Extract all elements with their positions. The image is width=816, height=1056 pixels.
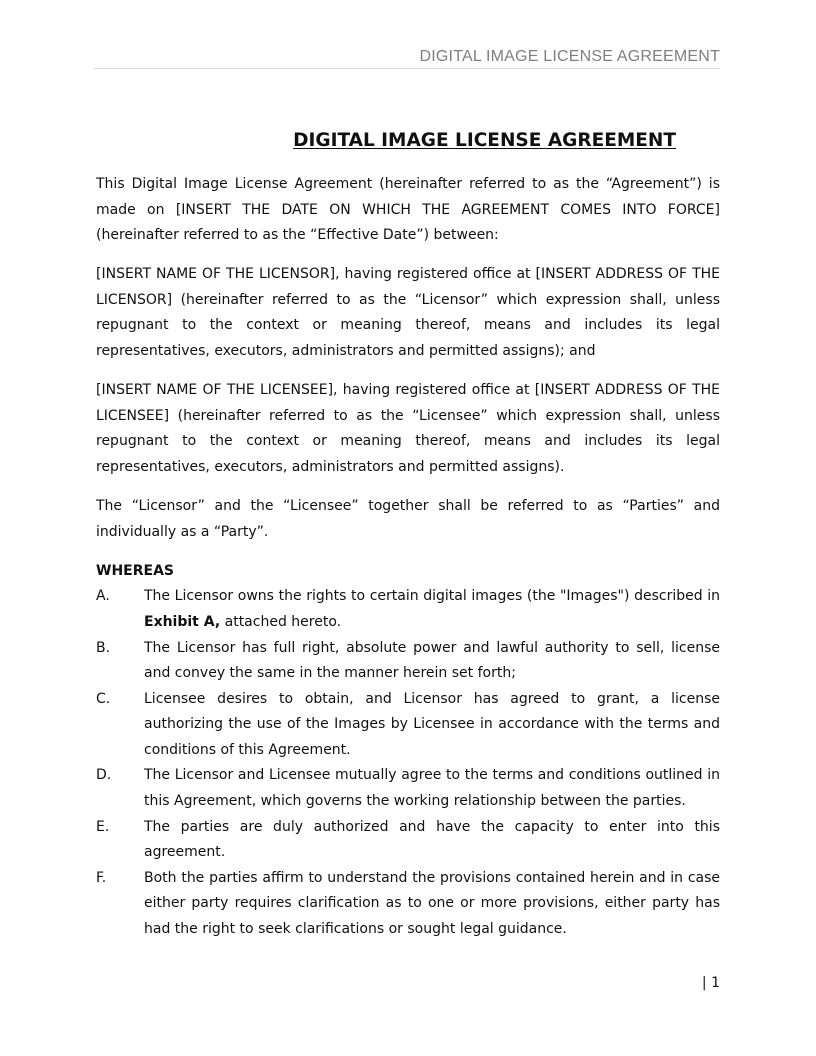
licensee-paragraph: [INSERT NAME OF THE LICENSEE], having registered office at [INSERT ADDRESS OF THE LICENSEE] (hereinafter referred to as the “Licensee” which expression shall, unless repugnant to the context or meaning thereof, means and includes its legal representatives, executors, administrators and permitted assigns). <box>96 382 720 475</box>
parties-paragraph: The “Licensor” and the “Licensee” together shall be referred to as “Parties” and individually as a “Party”. <box>96 498 720 540</box>
running-header-title: DIGITAL IMAGE LICENSE AGREEMENT <box>419 48 720 65</box>
recital-text-part: attached hereto. <box>220 613 342 630</box>
intro-paragraph: This Digital Image License Agreement (hereinafter referred to as the “Agreement”) is made on [INSERT THE DATE ON WHICH THE AGREEMENT COMES INTO FORCE] (hereinafter referred to as the “Effective Date”) between: <box>96 176 720 244</box>
document-title: DIGITAL IMAGE LICENSE AGREEMENT <box>293 130 676 151</box>
recital-text: Both the parties affirm to understand the provisions contained herein and in case either party requires clarification as to one or more provisions, either party has had the right to seek clarifications or sought legal guidance. <box>144 869 720 938</box>
running-header <box>94 47 720 69</box>
recital-letter: E. <box>96 818 110 835</box>
recital-text-part: The Licensor owns the rights to certain digital images (the "Images") described in <box>144 588 720 605</box>
recital-letter: F. <box>96 869 107 886</box>
recital-letter: C. <box>96 690 111 707</box>
recital-item-a <box>96 584 720 635</box>
recital-text: The parties are duly authorized and have the capacity to enter into this agreement. <box>144 818 720 861</box>
recital-item-b <box>96 636 720 687</box>
whereas-heading: WHEREAS <box>96 562 174 579</box>
recitals-list <box>96 584 720 942</box>
recital-item-c <box>96 687 720 764</box>
exhibit-reference: Exhibit A, <box>144 613 221 630</box>
recital-item-d <box>96 763 720 814</box>
document-body <box>96 172 720 943</box>
recital-text <box>144 584 720 635</box>
recital-letter: B. <box>96 639 111 656</box>
recital-item-f <box>96 866 720 943</box>
recital-letter: A. <box>96 588 110 605</box>
page-number: | 1 <box>701 975 720 991</box>
licensor-paragraph: [INSERT NAME OF THE LICENSOR], having registered office at [INSERT ADDRESS OF THE LICENSOR] (hereinafter referred to as the “Licensor” which expression shall, unless repugnant to the context or meaning thereof, means and includes its legal representatives, executors, administrators and permitted assigns); and <box>96 266 720 360</box>
recital-text: The Licensor and Licensee mutually agree to the terms and conditions outlined in this Agreement, which governs the working relationship between the parties. <box>144 767 720 810</box>
recital-item-e <box>96 815 720 866</box>
recital-text: The Licensor has full right, absolute power and lawful authority to sell, license and convey the same in the manner herein set forth; <box>144 639 720 682</box>
recital-letter: D. <box>96 767 112 784</box>
recital-text: Licensee desires to obtain, and Licensor has agreed to grant, a license authorizing the use of the Images by Licensee in accordance with the terms and conditions of this Agreement. <box>144 690 720 758</box>
